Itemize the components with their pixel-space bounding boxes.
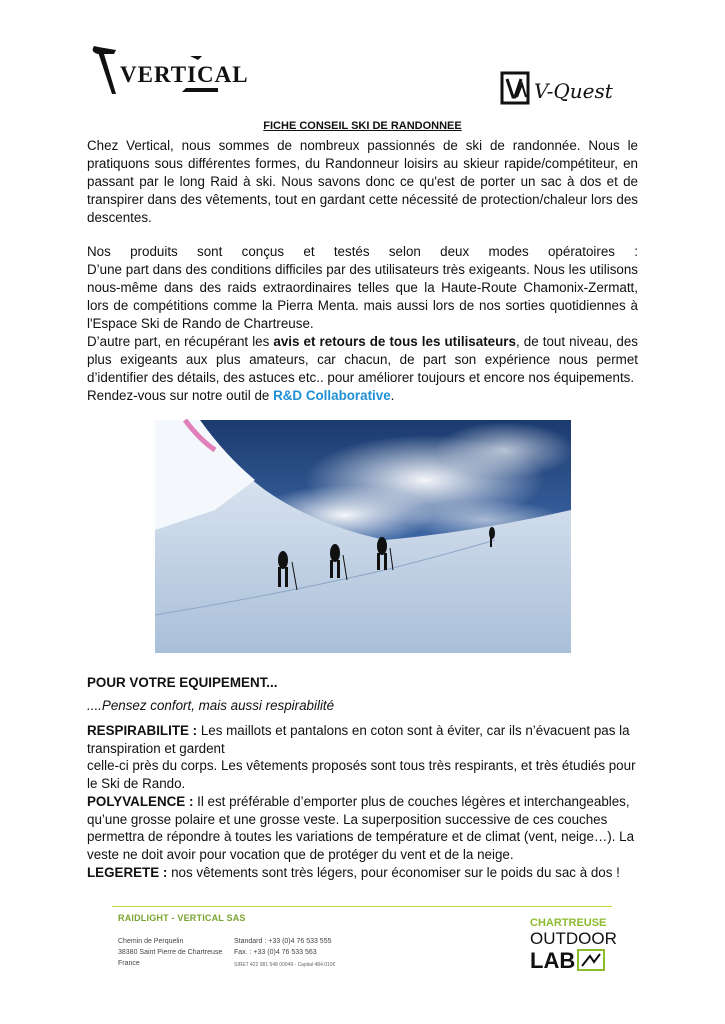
footer-address-line: Chemin de Perquelin bbox=[118, 938, 184, 945]
intro-paragraph bbox=[87, 137, 638, 227]
intro-text: Chez Vertical, nous sommes de nombreux passionnés de ski de randonnée. Nous le pratiquons sous différentes formes, du Randonneur loisirs au skieur rapide/compétiteur, en passant par le long Raid à ski. Nous savons donc ce qu'est de porter un sac à dos et de transpirer dans des vêtements, tout en gardant cette nécessité de protection/chaleur lors des descentes. bbox=[87, 138, 638, 225]
footer-phone bbox=[234, 936, 332, 958]
methods-part1: D’une part dans des conditions difficiles par des utilisateurs très exigeants. Nous les utilisons nous-même dans des raids extraordinaires telles que la Haute-Route Chamonix-Zermatt, lors de compétitions comme la Pierra Menta. mais aussi lors de nos sorties quotidiennes à l'Espace Ski de Rando de Chartreuse. bbox=[87, 262, 638, 331]
methods-line1: Nos produits sont conçus et testés selon deux modes opératoires : bbox=[87, 244, 638, 259]
rd-collaborative-link[interactable]: R&D Collaborative bbox=[273, 388, 391, 403]
legerete-para bbox=[87, 864, 642, 882]
equipment-subtitle: ....Pensez confort, mais aussi respirabilité bbox=[87, 698, 335, 713]
legerete-text: nos vêtements sont très légers, pour économiser sur le poids du sac à dos ! bbox=[167, 864, 620, 880]
methods-paragraph bbox=[87, 243, 638, 405]
methods-part2-a: D’autre part, en récupérant les bbox=[87, 334, 274, 349]
lab-logo-line2: OUTDOOR bbox=[530, 929, 617, 948]
respirabilite-text1: Les maillots et pantalons en coton sont à éviter, car ils n’évacuent pas la transpiration et gardent bbox=[87, 723, 630, 756]
footer-address-line: 38380 Saint Pierre de Chartreuse bbox=[118, 949, 223, 956]
footer-divider bbox=[112, 906, 612, 907]
vquest-logo-text: V-Quest bbox=[534, 79, 613, 103]
ski-touring-photo bbox=[155, 420, 571, 653]
lab-logo-line1: CHARTREUSE bbox=[530, 917, 607, 929]
methods-part2 bbox=[87, 333, 638, 387]
polyvalence-text1: Il est préférable d’emporter plus de couches légères et interchangeables, qu’une grosse polaire et une grosse veste. La superposition successive de ces couches bbox=[87, 793, 630, 827]
footer-phone-standard: Standard : +33 (0)4 76 533 555 bbox=[234, 938, 332, 945]
polyvalence-label: POLYVALENCE : bbox=[87, 793, 194, 809]
footer-address bbox=[118, 936, 222, 969]
methods-part2-bold: avis et retours de tous les utilisateurs bbox=[273, 334, 516, 349]
vertical-logo-text: VERTICAL bbox=[120, 62, 249, 87]
polyvalence-para bbox=[87, 793, 642, 828]
page-title: FICHE CONSEIL SKI DE RANDONNEE bbox=[263, 120, 462, 132]
respirabilite-label: RESPIRABILITE : bbox=[87, 723, 198, 738]
polyvalence-text2: permettra de répondre à toutes les variations de température et de climat (vent, neige…). La veste ne doit avoir pour vocation que de protéger du vent et de la neige. bbox=[87, 829, 635, 862]
chartreuse-outdoor-lab-logo bbox=[528, 912, 617, 974]
rd-prefix: Rendez-vous sur notre outil de bbox=[87, 388, 274, 403]
respirabilite-text2: celle-ci près du corps. Les vêtements proposés sont tous très respirants, et très étudiés pour le Ski de Rando. bbox=[87, 758, 636, 792]
footer-address-line: France bbox=[118, 960, 140, 967]
equipment-title: POUR VOTRE EQUIPEMENT... bbox=[87, 675, 278, 690]
legerete-label: LEGERETE : bbox=[87, 864, 168, 880]
vquest-logo bbox=[500, 70, 640, 110]
footer-siret: SIRET 422 981 548 00049 - Capital 484.010€ bbox=[234, 962, 336, 968]
rd-suffix: . bbox=[390, 388, 395, 403]
footer-phone-fax: Fax. : +33 (0)4 76 533 563 bbox=[234, 949, 317, 956]
equipment-body bbox=[87, 722, 642, 881]
footer-company: RAIDLIGHT - VERTICAL SAS bbox=[118, 913, 246, 923]
respirabilite-para bbox=[87, 722, 642, 757]
methods-part2-b: , de tout niveau, des plus exigeants aux plus amateurs, car chacun, de part son expérience nous permet d’identifier des détails, des astuces etc.. pour améliorer toujours et encore nos équipements. bbox=[87, 334, 638, 385]
vertical-logo bbox=[90, 42, 249, 104]
rd-line bbox=[87, 387, 638, 405]
lab-logo-line3: LAB bbox=[530, 948, 576, 973]
